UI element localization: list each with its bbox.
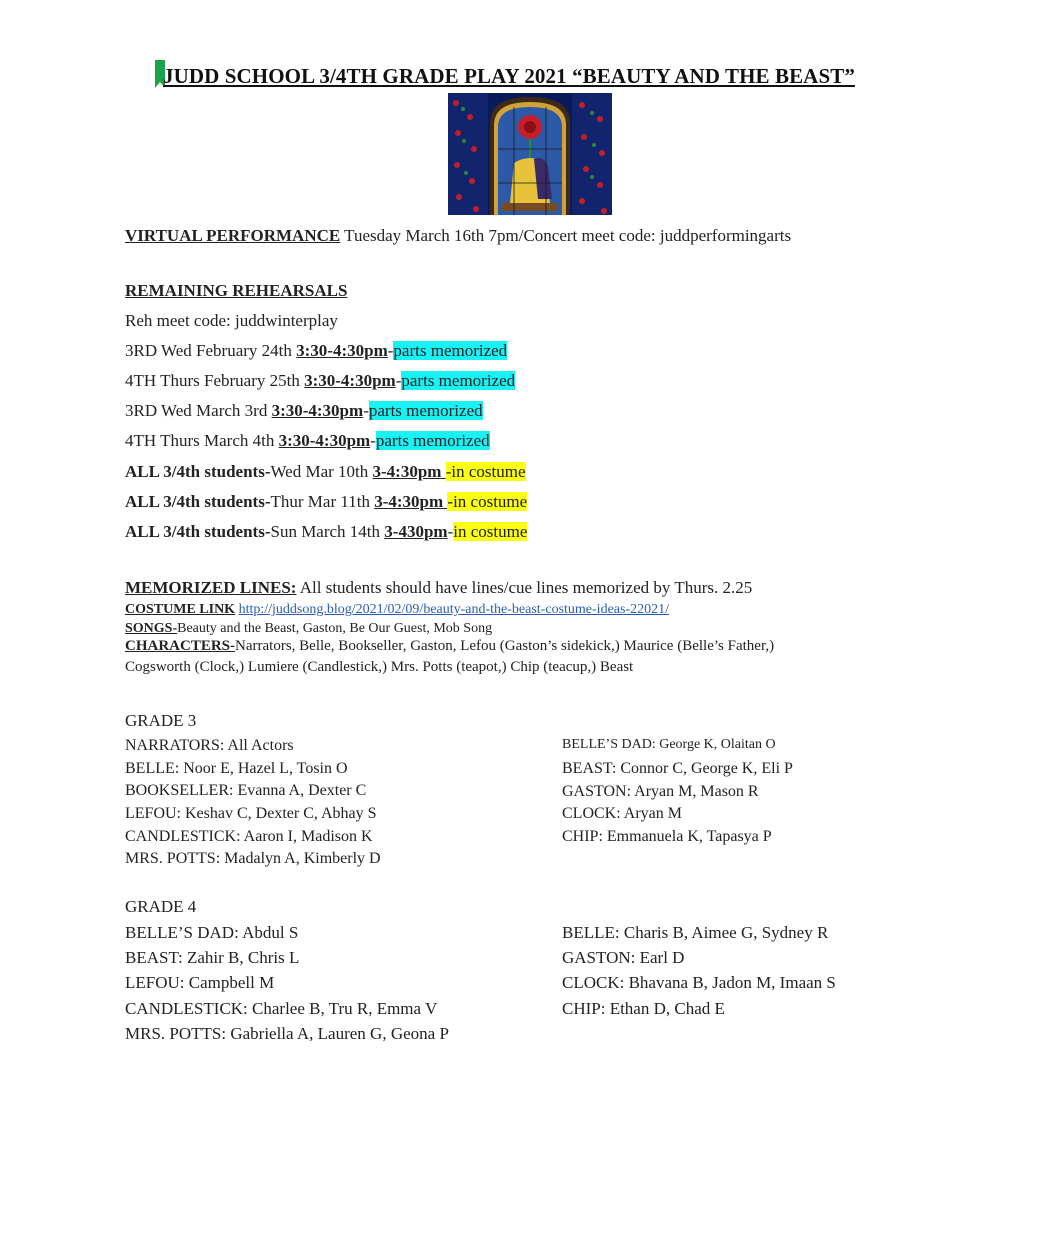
cast-entry: BELLE’S DAD: George K, Olaitan O (562, 737, 776, 752)
grade3-heading: GRADE 3 (125, 711, 197, 730)
characters-line-2: Cogsworth (Clock,) Lumiere (Candlestick,) Mrs. Potts (teapot,) Chip (teacup,) Beast (125, 659, 634, 675)
rehearsal-sep: - (447, 522, 454, 541)
rehearsal-sep: - (370, 431, 376, 450)
rehearsal-time: 3-430pm (384, 522, 448, 541)
all-rehearsal-row (125, 522, 527, 542)
stained-glass-rose-image (448, 93, 612, 215)
all-students-label: ALL 3/4th students- (125, 462, 271, 481)
rehearsal-row (125, 341, 507, 361)
rehearsal-date: Thur Mar 11th (270, 492, 375, 511)
virtual-performance-label: VIRTUAL PERFORMANCE (125, 226, 341, 245)
cast-entry: CHIP: Emmanuela K, Tapasya P (562, 828, 772, 846)
costume-link[interactable]: http://juddsong.blog/2021/02/09/beauty-and-the-beast-costume-ideas-22021/ (238, 602, 669, 617)
songs-text: Beauty and the Beast, Gaston, Be Our Guest, Mob Song (177, 621, 493, 636)
rehearsal-note: parts memorized (368, 401, 483, 420)
cast-entry: BEAST: Zahir B, Chris L (125, 948, 300, 968)
costume-line (125, 602, 669, 618)
rehearsal-note: parts memorized (393, 341, 508, 360)
rehearsal-date: Sun March 14th (270, 522, 385, 541)
cast-entry: CHIP: Ethan D, Chad E (562, 998, 725, 1018)
virtual-performance-text: Tuesday March 16th 7pm/Concert meet code: juddperformingarts (340, 226, 792, 245)
virtual-performance-line (125, 226, 791, 246)
rehearsal-note: parts memorized (401, 371, 516, 390)
rehearsal-time: 3-4:30pm (372, 462, 446, 481)
cast-entry: CLOCK: Bhavana B, Jadon M, Imaan S (562, 973, 836, 993)
all-students-label: ALL 3/4th students- (125, 522, 271, 541)
cast-entry: GASTON: Aryan M, Mason R (562, 782, 759, 800)
grade4-left-cast (125, 920, 449, 1046)
all-rehearsal-row (125, 462, 526, 482)
rehearsal-time: 3:30-4:30pm (271, 401, 364, 420)
rehearsal-note: -in costume (447, 492, 528, 511)
cast-entry: LEFOU: Keshav C, Dexter C, Abhay S (125, 805, 377, 823)
rehearsal-meet-code: Reh meet code: juddwinterplay (125, 311, 338, 330)
cast-entry: CANDLESTICK: Charlee B, Tru R, Emma V (125, 998, 438, 1018)
cast-entry: BELLE: Charis B, Aimee G, Sydney R (562, 923, 829, 942)
rehearsal-date: 4TH Thurs March 4th (125, 431, 279, 450)
cast-entry: BEAST: Connor C, George K, Eli P (562, 760, 793, 777)
grade4-right-cast (562, 920, 836, 1021)
rehearsal-date: 3RD Wed March 3rd (125, 401, 272, 420)
page-title: JUDD SCHOOL 3/4TH GRADE PLAY 2021 “BEAUTY AND THE BEAST” (163, 64, 855, 88)
rehearsal-date: 3RD Wed February 24th (125, 341, 297, 360)
rehearsal-row (125, 401, 483, 421)
rehearsal-time: 3-4:30pm (374, 492, 448, 511)
cast-entry: MRS. POTTS: Gabriella A, Lauren G, Geona P (125, 1023, 449, 1043)
memorized-label: MEMORIZED LINES: (125, 578, 297, 597)
songs-line (125, 621, 492, 637)
characters-text: Narrators, Belle, Bookseller, Gaston, Lefou (Gaston’s sidekick,) Maurice (Belle’s Father,) (235, 638, 775, 654)
cast-entry: GASTON: Earl D (562, 948, 685, 968)
grade3-right-cast (562, 758, 793, 849)
rehearsal-note: -in costume (445, 462, 526, 481)
cast-entry: MRS. POTTS: Madalyn A, Kimberly D (125, 850, 381, 868)
memorized-lines (125, 578, 752, 598)
rehearsal-row (125, 371, 515, 391)
characters-label: CHARACTERS- (125, 638, 236, 654)
memorized-text: All students should have lines/cue lines memorized by Thurs. 2.25 (296, 578, 753, 597)
rehearsal-time: 3:30-4:30pm (304, 371, 396, 390)
songs-label: SONGS- (125, 621, 178, 636)
rehearsal-sep: - (395, 371, 402, 390)
grade4-heading: GRADE 4 (125, 897, 197, 916)
cast-entry: NARRATORS: All Actors (125, 737, 294, 754)
rehearsal-date: Wed Mar 10th (270, 462, 373, 481)
cast-entry: BELLE: Noor E, Hazel L, Tosin O (125, 759, 348, 777)
characters-line (125, 638, 774, 655)
rehearsal-time: 3:30-4:30pm (296, 341, 388, 360)
cast-entry: LEFOU: Campbell M (125, 973, 275, 993)
cast-entry: BELLE’S DAD: Abdul S (125, 923, 299, 942)
rehearsal-note: in costume (453, 522, 528, 541)
rehearsal-row (125, 431, 490, 451)
grade3-left-cast (125, 735, 381, 871)
cast-entry: CANDLESTICK: Aaron I, Madison K (125, 827, 373, 845)
rehearsal-time: 3:30-4:30pm (278, 431, 371, 450)
rehearsals-heading: REMAINING REHEARSALS (125, 281, 348, 300)
cast-entry: BOOKSELLER: Evanna A, Dexter C (125, 782, 367, 800)
rehearsal-date: 4TH Thurs February 25th (125, 371, 305, 390)
rehearsal-sep: - (363, 401, 369, 420)
rehearsal-note: parts memorized (375, 431, 490, 450)
costume-label: COSTUME LINK (125, 602, 236, 617)
rehearsal-sep: - (387, 341, 394, 360)
cast-entry: CLOCK: Aryan M (562, 805, 682, 823)
all-students-label: ALL 3/4th students- (125, 492, 271, 511)
all-rehearsal-row (125, 492, 527, 512)
